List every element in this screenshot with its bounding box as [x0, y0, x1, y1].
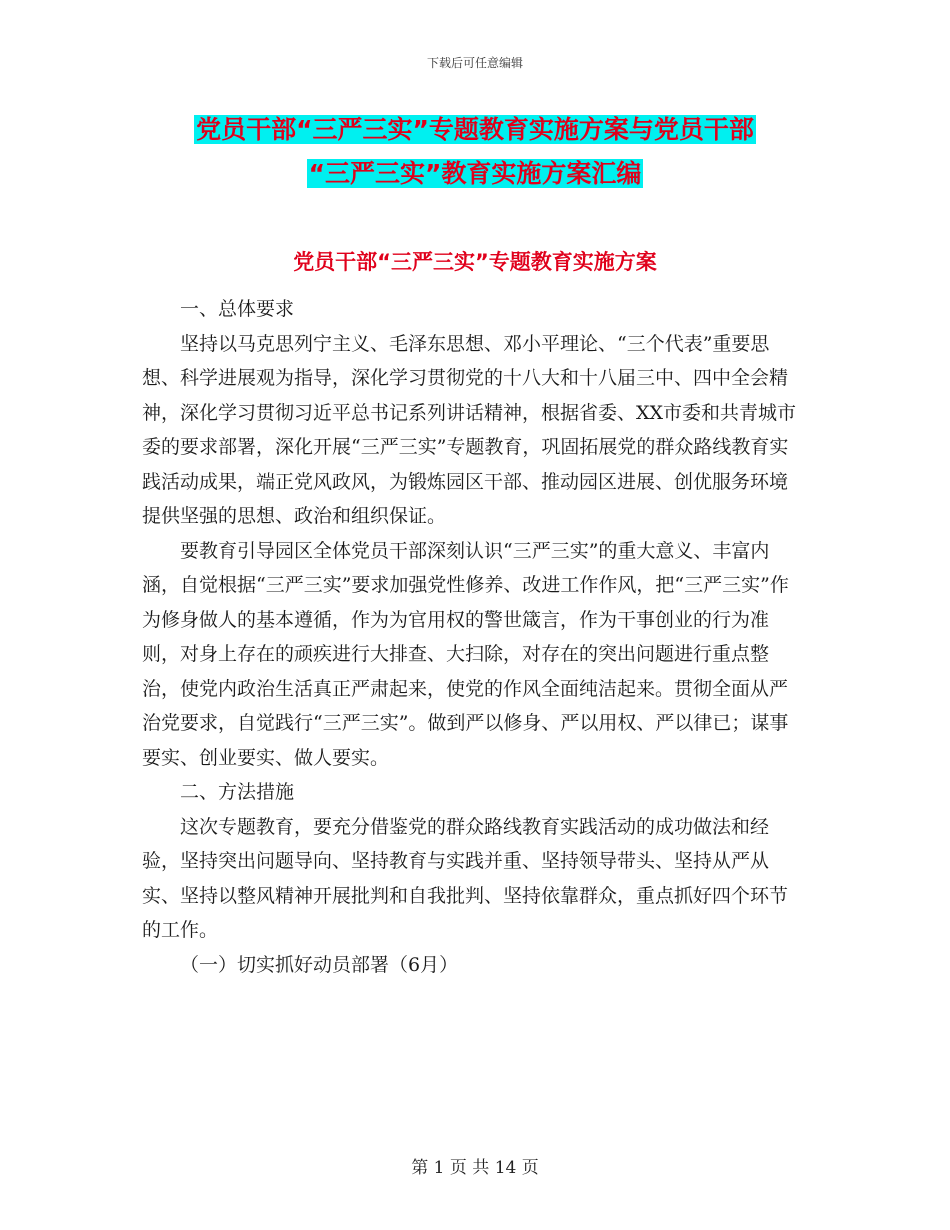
title-line-1: 党员干部“三严三实”专题教育实施方案与党员干部	[196, 115, 754, 144]
subheading-mobilization: （一）切实抓好动员部署（6月）	[180, 953, 459, 976]
document-body	[142, 292, 806, 982]
heading-methods: 二、方法措施	[180, 781, 295, 803]
section-title: 党员干部“三严三实”专题教育实施方案	[293, 250, 657, 274]
paragraph-guiding-thought: 坚持以马克思列宁主义、毛泽东思想、邓小平理论、“三个代表”重要思想、科学进展观为指导，深化学习贯彻党的十八大和十八届三中、四中全会精神，深化学习贯彻习近平总书记系列讲话精神，根据省委、XX市委和共青城市委的要求部署，深化开展“三严三实”专题教育，巩固拓展党的群众路线教育实践活动成果，端正党风政风，为锻炼园区干部、推动园区进展、创优服务环境提供坚强的思想、政治和组织保证。	[142, 332, 797, 527]
heading-overall-requirements: 一、总体要求	[180, 298, 295, 320]
document-title	[0, 108, 950, 196]
page-footer: 第 1 页 共 14 页	[411, 1158, 539, 1178]
paragraph-education-goal: 要教育引导园区全体党员干部深刻认识“三严三实”的重大意义、丰富内涵，自觉根据“三严三实”要求加强党性修养、改进工作作风，把“三严三实”作为修身做人的基本遵循，作为为官用权的警世箴言，作为干事创业的行为准则，对身上存在的顽疾进行大排查、大扫除，对存在的突出问题进行重点整治，使党内政治生活真正严肃起来，使党的作风全面纯洁起来。贯彻全面从严治党要求，自觉践行“三严三实”。做到严以修身、严以用权、严以律已；谋事要实、创业要实、做人要实。	[142, 539, 789, 769]
title-line-2: “三严三实”教育实施方案汇编	[308, 159, 642, 188]
page-header: 下载后可任意编辑	[426, 56, 523, 70]
paragraph-methods: 这次专题教育，要充分借鉴党的群众路线教育实践活动的成功做法和经验，坚持突出问题导向、坚持教育与实践并重、坚持领导带头、坚持从严从实、坚持以整风精神开展批判和自我批判、坚持依靠群众，重点抓好四个环节的工作。	[142, 815, 789, 941]
